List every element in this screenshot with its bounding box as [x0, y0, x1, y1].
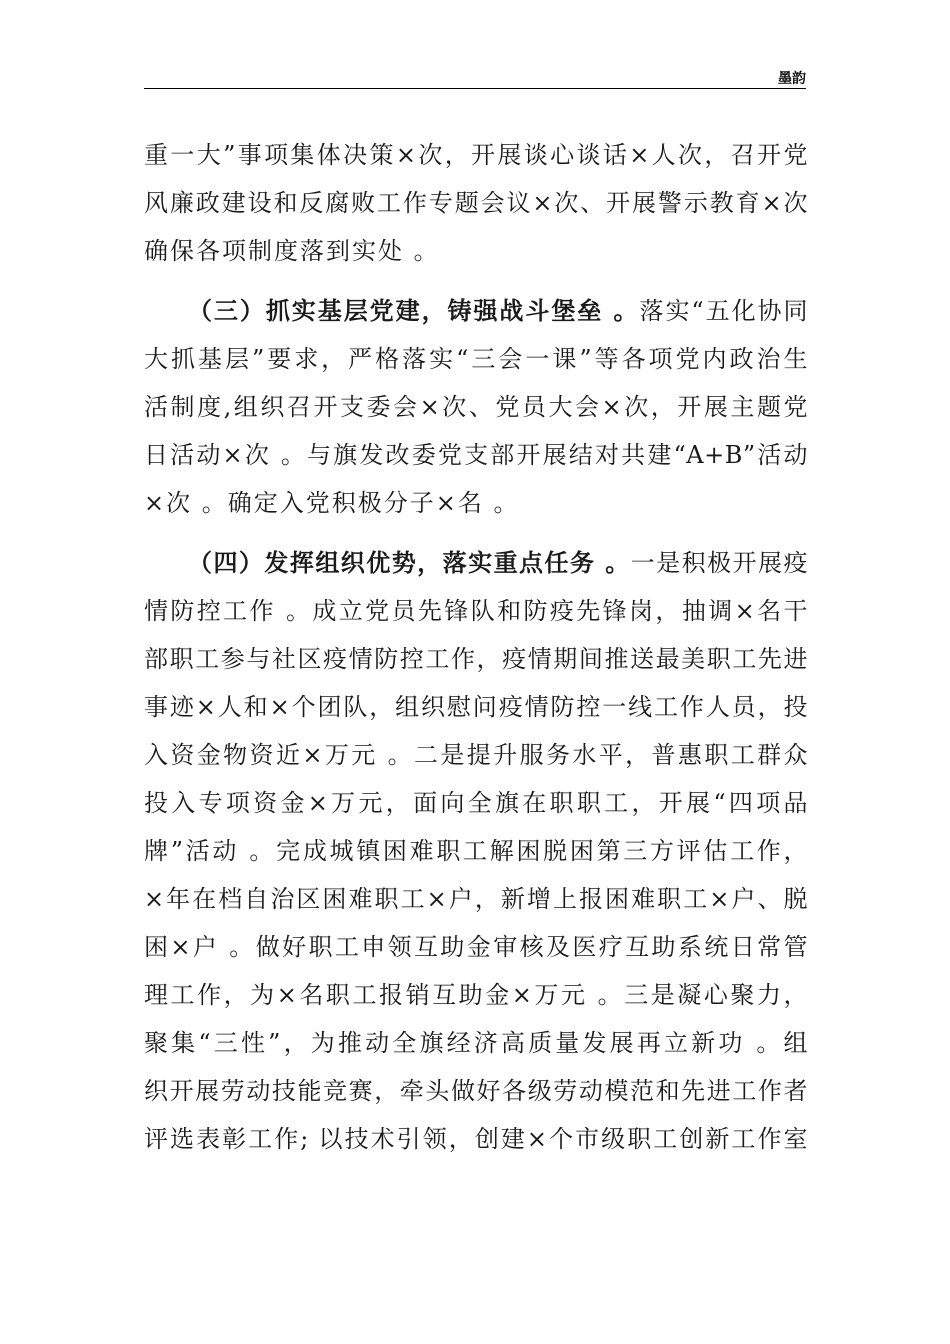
- paragraph: [144, 539, 808, 1163]
- text-line: ×年在档自治区困难职工×户，新增上报困难职工×户、脱: [144, 885, 808, 913]
- section-heading: （四）发挥组织优势，落实重点任务 。: [188, 548, 631, 577]
- text-line: 织开展劳动技能竞赛，牵头做好各级劳动模范和先进工作者: [144, 1077, 808, 1105]
- text-line: 牌”活动 。完成城镇困难职工解困脱困第三方评估工作，: [144, 837, 808, 865]
- document-body: [144, 131, 808, 1163]
- text-line: 理工作，为×名职工报销互助金×万元 。三是凝心聚力，: [144, 981, 808, 1009]
- text-line: ×次 。确定入党积极分子×名 。: [144, 489, 520, 517]
- text-line: 情防控工作 。成立党员先锋队和防疫先锋岗，抽调×名干: [144, 597, 808, 625]
- text-run: 落实“五化协同: [639, 297, 808, 325]
- text-line: [144, 287, 808, 335]
- text-line: 投入专项资金×万元，面向全旗在职职工，开展“四项品: [144, 789, 808, 817]
- text-line: 聚集“三性”，为推动全旗经济高质量发展再立新功 。组: [144, 1029, 808, 1057]
- text-run: 一是积极开展疫: [630, 549, 809, 577]
- paragraph: [144, 287, 808, 527]
- text-line: 日活动×次 。与旗发改委党支部开展结对共建“A+B”活动: [144, 441, 808, 469]
- text-line: [144, 539, 808, 587]
- text-line: 评选表彰工作; 以技术引领，创建×个市级职工创新工作室: [144, 1125, 808, 1153]
- page-header: [144, 66, 806, 89]
- text-line: 大抓基层”要求，严格落实“三会一课”等各项党内政治生: [144, 345, 808, 373]
- text-line: 活制度,组织召开支委会×次、党员大会×次，开展主题党: [144, 393, 808, 421]
- paragraph: [144, 131, 808, 275]
- text-line: 困×户 。做好职工申领互助金审核及医疗互助系统日常管: [144, 933, 808, 961]
- text-line: 入资金物资近×万元 。二是提升服务水平，普惠职工群众: [144, 741, 808, 769]
- text-line: 确保各项制度落到实处 。: [144, 237, 440, 265]
- text-line: 重一大”事项集体决策×次，开展谈心谈话×人次，召开党: [144, 141, 808, 169]
- text-line: 部职工参与社区疫情防控工作，疫情期间推送最美职工先进: [144, 645, 808, 673]
- text-line: 事迹×人和×个团队，组织慰问疫情防控一线工作人员，投: [144, 693, 808, 721]
- header-brand: 墨韵: [778, 71, 806, 87]
- text-line: 风廉政建设和反腐败工作专题会议×次、开展警示教育×次: [144, 189, 808, 217]
- section-heading: （三）抓实基层党建，铸强战斗堡垒 。: [188, 296, 640, 325]
